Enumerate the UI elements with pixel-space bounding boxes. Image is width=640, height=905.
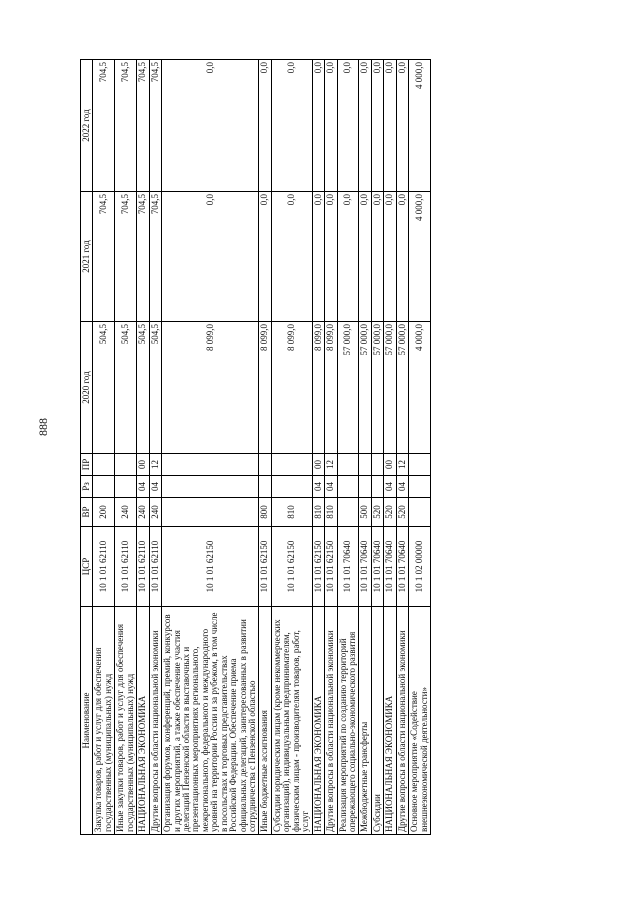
cell-pr — [93, 454, 115, 476]
header-2020: 2020 год — [81, 322, 93, 454]
cell-rz: 04 — [396, 476, 408, 498]
cell-rz — [271, 476, 312, 498]
cell-y2022: 0,0 — [259, 60, 271, 192]
cell-csr: 10 1 02 00000 — [409, 527, 431, 607]
cell-y2021: 704,5 — [149, 192, 161, 322]
table-row — [149, 60, 161, 835]
table-row — [359, 60, 371, 835]
cell-pr — [271, 454, 312, 476]
cell-csr: 10 1 01 62110 — [137, 527, 149, 607]
cell-pr — [409, 454, 431, 476]
cell-csr: 10 1 01 62110 — [149, 527, 161, 607]
table-row — [396, 60, 408, 835]
cell-y2021: 0,0 — [162, 192, 259, 322]
cell-vr: 500 — [359, 498, 371, 527]
cell-y2020: 57 000,0 — [359, 322, 371, 454]
cell-rz — [371, 476, 383, 498]
header-2021: 2021 год — [81, 192, 93, 322]
cell-vr: 520 — [396, 498, 408, 527]
header-vr: ВР — [81, 498, 93, 527]
cell-rz — [115, 476, 137, 498]
table-row — [409, 60, 431, 835]
cell-rz: 04 — [312, 476, 324, 498]
cell-y2020: 57 000,0 — [371, 322, 383, 454]
rotated-table-container — [80, 60, 431, 835]
cell-pr — [371, 454, 383, 476]
cell-y2020: 504,5 — [115, 322, 137, 454]
cell-name: НАЦИОНАЛЬНАЯ ЭКОНОМИКА — [137, 607, 149, 835]
cell-y2020: 504,5 — [149, 322, 161, 454]
cell-rz — [359, 476, 371, 498]
cell-y2020: 57 000,0 — [384, 322, 396, 454]
table-header-row — [81, 60, 93, 835]
cell-y2022: 0,0 — [325, 60, 337, 192]
cell-csr: 10 1 01 62110 — [115, 527, 137, 607]
cell-csr: 10 1 01 70640 — [337, 527, 359, 607]
cell-csr: 10 1 01 62150 — [325, 527, 337, 607]
cell-name: Другие вопросы в области национальной экономики — [396, 607, 408, 835]
cell-pr — [259, 454, 271, 476]
cell-csr: 10 1 01 62150 — [271, 527, 312, 607]
cell-y2021: 704,5 — [115, 192, 137, 322]
cell-y2020: 57 000,0 — [337, 322, 359, 454]
cell-csr: 10 1 01 70640 — [384, 527, 396, 607]
table-row — [337, 60, 359, 835]
cell-y2022: 704,5 — [115, 60, 137, 192]
cell-name: Иные бюджетные ассигнования — [259, 607, 271, 835]
cell-pr: 12 — [325, 454, 337, 476]
cell-csr: 10 1 01 70640 — [359, 527, 371, 607]
cell-y2022: 0,0 — [396, 60, 408, 192]
cell-vr: 240 — [115, 498, 137, 527]
table-row — [115, 60, 137, 835]
table-row — [312, 60, 324, 835]
cell-name: Другие вопросы в области национальной экономики — [149, 607, 161, 835]
cell-y2021: 0,0 — [271, 192, 312, 322]
header-2022: 2022 год — [81, 60, 93, 192]
cell-pr: 12 — [396, 454, 408, 476]
table-row — [384, 60, 396, 835]
cell-y2021: 4 000,0 — [409, 192, 431, 322]
cell-csr: 10 1 01 70640 — [371, 527, 383, 607]
cell-rz — [337, 476, 359, 498]
cell-y2022: 0,0 — [384, 60, 396, 192]
header-rz: Рз — [81, 476, 93, 498]
cell-name: Субсидии юридическим лицам (кроме некоммерческих организаций), индивидуальным предпринимателям, физическим лицам - производителям товаров, работ, услуг — [271, 607, 312, 835]
cell-rz — [93, 476, 115, 498]
cell-y2021: 0,0 — [384, 192, 396, 322]
table-row — [259, 60, 271, 835]
cell-rz: 04 — [149, 476, 161, 498]
cell-rz: 04 — [137, 476, 149, 498]
cell-pr — [337, 454, 359, 476]
header-name: Наименование — [81, 607, 93, 835]
cell-pr: 00 — [312, 454, 324, 476]
cell-y2021: 0,0 — [325, 192, 337, 322]
cell-name: НАЦИОНАЛЬНАЯ ЭКОНОМИКА — [312, 607, 324, 835]
table-row — [271, 60, 312, 835]
cell-vr — [409, 498, 431, 527]
cell-pr — [359, 454, 371, 476]
cell-vr: 520 — [384, 498, 396, 527]
cell-name: Основное мероприятие «Содействие внешнеэкономической деятельности» — [409, 607, 431, 835]
cell-y2022: 0,0 — [337, 60, 359, 192]
cell-y2021: 0,0 — [312, 192, 324, 322]
cell-vr — [337, 498, 359, 527]
cell-rz — [259, 476, 271, 498]
header-pr: ПР — [81, 454, 93, 476]
table-row — [93, 60, 115, 835]
cell-rz — [162, 476, 259, 498]
cell-csr: 10 1 01 70640 — [396, 527, 408, 607]
header-csr: ЦСР — [81, 527, 93, 607]
cell-name: Закупка товаров, работ и услуг для обеспечения государственных (муниципальных) нужд — [93, 607, 115, 835]
cell-y2021: 704,5 — [137, 192, 149, 322]
cell-name: Реализация мероприятий по созданию территорий опережающего социально-экономического развития — [337, 607, 359, 835]
cell-vr: 520 — [371, 498, 383, 527]
cell-y2020: 504,5 — [93, 322, 115, 454]
cell-y2022: 0,0 — [312, 60, 324, 192]
cell-rz: 04 — [325, 476, 337, 498]
cell-csr: 10 1 01 62150 — [162, 527, 259, 607]
cell-y2022: 4 000,0 — [409, 60, 431, 192]
cell-vr: 810 — [325, 498, 337, 527]
cell-y2020: 4 000,0 — [409, 322, 431, 454]
cell-name: НАЦИОНАЛЬНАЯ ЭКОНОМИКА — [384, 607, 396, 835]
cell-y2021: 0,0 — [337, 192, 359, 322]
cell-y2022: 704,5 — [137, 60, 149, 192]
cell-pr: 00 — [384, 454, 396, 476]
cell-name: Иные закупки товаров, работ и услуг для обеспечения государственных (муниципальных) нужд — [115, 607, 137, 835]
cell-y2021: 704,5 — [93, 192, 115, 322]
cell-y2022: 0,0 — [371, 60, 383, 192]
cell-y2022: 704,5 — [93, 60, 115, 192]
cell-y2020: 57 000,0 — [396, 322, 408, 454]
cell-y2020: 8 099,0 — [271, 322, 312, 454]
cell-y2020: 8 099,0 — [312, 322, 324, 454]
cell-y2022: 704,5 — [149, 60, 161, 192]
cell-vr: 810 — [271, 498, 312, 527]
cell-csr: 10 1 01 62110 — [93, 527, 115, 607]
cell-vr: 200 — [93, 498, 115, 527]
cell-y2020: 8 099,0 — [325, 322, 337, 454]
cell-pr — [115, 454, 137, 476]
cell-name: Другие вопросы в области национальной экономики — [325, 607, 337, 835]
cell-y2021: 0,0 — [359, 192, 371, 322]
cell-rz: 04 — [384, 476, 396, 498]
cell-y2020: 504,5 — [137, 322, 149, 454]
cell-y2021: 0,0 — [396, 192, 408, 322]
cell-y2020: 8 099,0 — [259, 322, 271, 454]
table-body — [93, 60, 431, 835]
cell-csr: 10 1 01 62150 — [312, 527, 324, 607]
cell-pr — [162, 454, 259, 476]
cell-vr: 800 — [259, 498, 271, 527]
cell-vr: 810 — [312, 498, 324, 527]
cell-rz — [409, 476, 431, 498]
table-row — [325, 60, 337, 835]
page-number: 888 — [36, 418, 50, 436]
table-row — [137, 60, 149, 835]
cell-vr: 240 — [137, 498, 149, 527]
cell-y2021: 0,0 — [371, 192, 383, 322]
cell-csr: 10 1 01 62150 — [259, 527, 271, 607]
cell-pr: 12 — [149, 454, 161, 476]
budget-table — [80, 59, 431, 835]
cell-name: Организация форумов, конференций, премий, конкурсов и других мероприятий, а также обеспечение участия делегаций Пензенской области в выставочных и презентационных мероприятиях регионального, межрегионального, федерального и международного уровней на территории России и за рубежом, в том числе в посольствах и торговых представительствах Российской Федерации. Обеспечение приема официальных делегаций, заинтересованных в развитии сотрудничества с Пензенской областью — [162, 607, 259, 835]
cell-name: Межбюджетные трансферты — [359, 607, 371, 835]
cell-name: Субсидии — [371, 607, 383, 835]
cell-y2021: 0,0 — [259, 192, 271, 322]
cell-y2022: 0,0 — [271, 60, 312, 192]
table-row — [371, 60, 383, 835]
cell-y2022: 0,0 — [162, 60, 259, 192]
cell-vr: 240 — [149, 498, 161, 527]
cell-y2022: 0,0 — [359, 60, 371, 192]
table-row — [162, 60, 259, 835]
cell-vr — [162, 498, 259, 527]
cell-pr: 00 — [137, 454, 149, 476]
cell-y2020: 8 099,0 — [162, 322, 259, 454]
